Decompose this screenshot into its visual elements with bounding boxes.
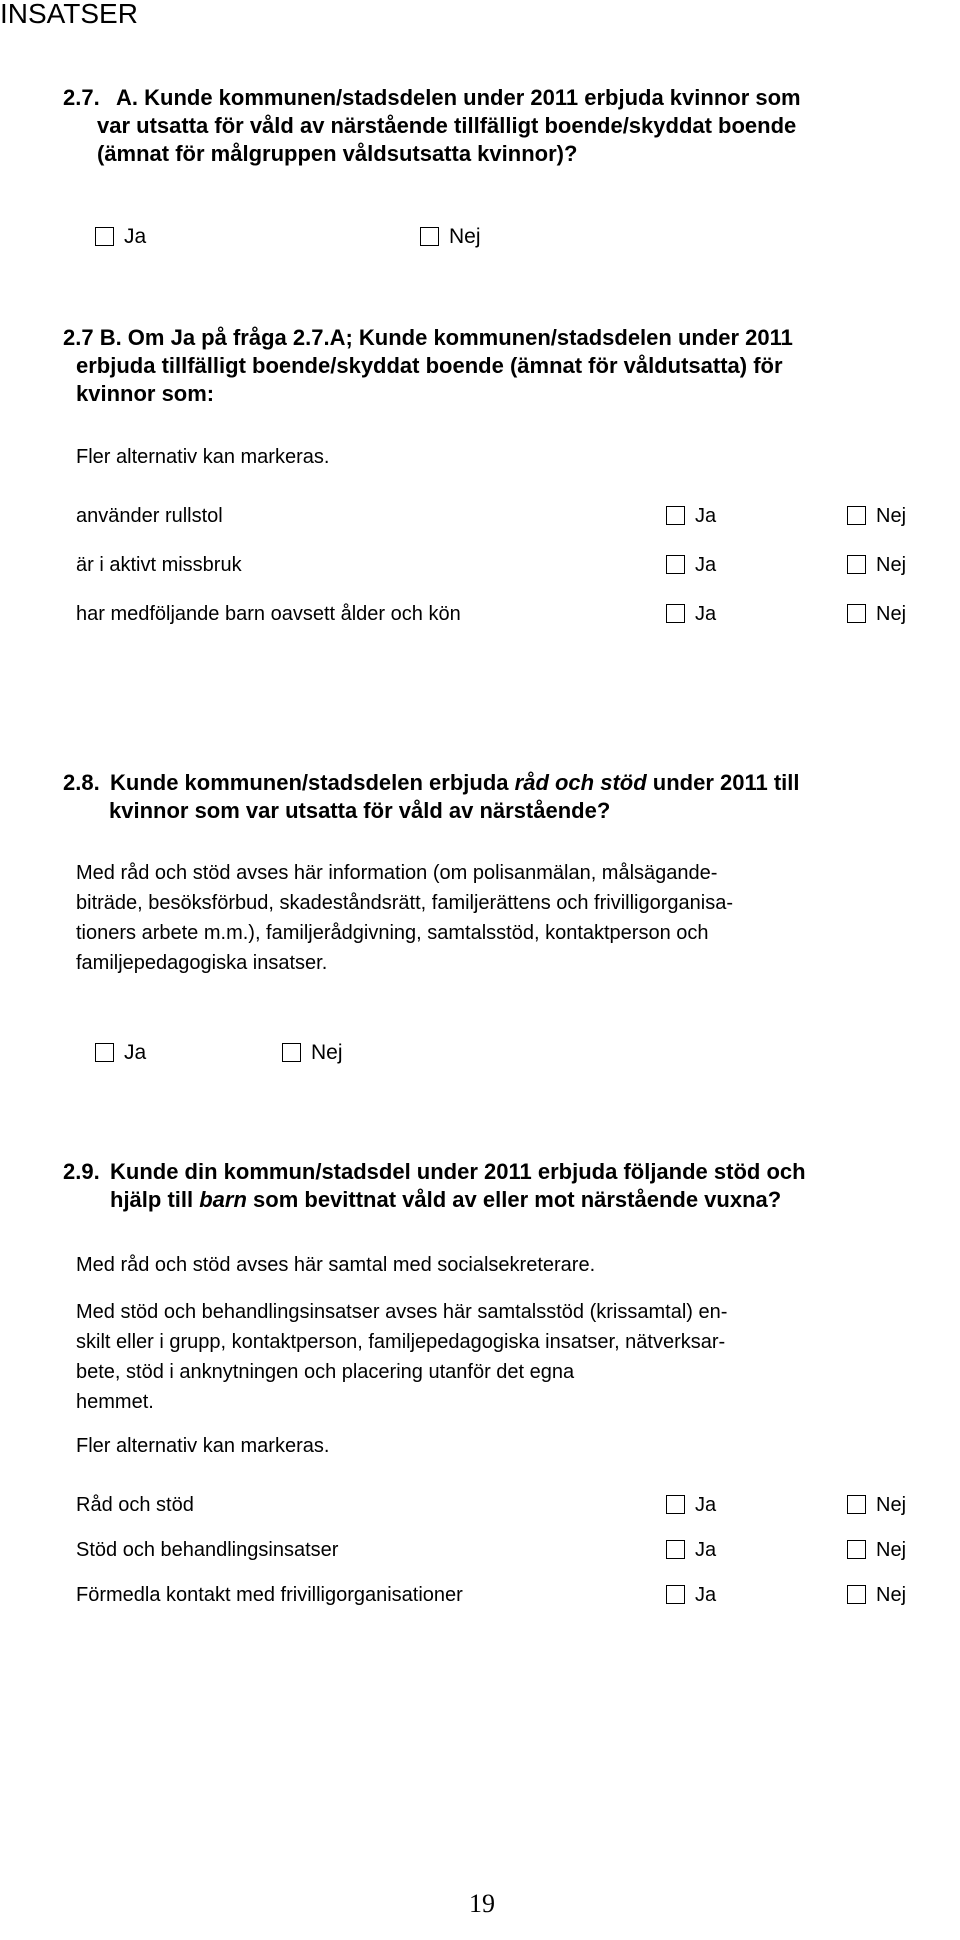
description-line: Med råd och stöd avses här information (om polisanmälan, målsägande- [76,862,718,884]
option-label: Nej [876,603,907,625]
note-multiple-choice: Fler alternativ kan markeras. [76,1435,330,1457]
description-line: hemmet. [76,1391,154,1413]
description-2-9-b [76,1297,946,1417]
row-rad-och-stod [76,1494,946,1524]
question-2-9 [63,1158,943,1218]
option-label: Nej [876,554,907,576]
question-number: 2.8. [63,770,100,795]
description-line: skilt eller i grupp, kontaktperson, familjepedagogiska insatser, nätverksar- [76,1331,726,1353]
description-2-8 [76,858,946,978]
checkbox[interactable] [847,1495,866,1514]
question-line: erbjuda tillfälligt boende/skyddat boende (ämnat för våldutsatta) för [76,353,783,378]
row-rullstol [76,505,946,535]
checkbox[interactable] [95,1043,114,1062]
option-nej[interactable] [847,603,906,626]
question-2-8 [63,769,943,829]
option-ja[interactable] [666,505,716,528]
option-nej[interactable] [847,1494,906,1517]
checkbox[interactable] [666,1495,685,1514]
checkbox[interactable] [847,1585,866,1604]
question-number: 2.9. [63,1159,100,1184]
option-label: Nej [876,1494,907,1516]
checkbox[interactable] [666,1540,685,1559]
row-barn [76,603,946,633]
option-label: Nej [876,505,907,527]
option-nej[interactable] [847,1584,906,1607]
row-label: har medföljande barn oavsett ålder och kön [76,603,461,625]
row-label: använder rullstol [76,505,223,527]
option-label: Nej [449,225,481,248]
option-nej[interactable] [847,505,906,528]
option-ja-2-7-a[interactable] [95,225,146,249]
checkbox[interactable] [282,1043,301,1062]
option-label: Nej [311,1041,343,1064]
question-line: var utsatta för våld av närstående tillfälligt boende/skyddat boende [97,113,797,138]
checkbox[interactable] [666,506,685,525]
checkbox[interactable] [847,506,866,525]
option-ja[interactable] [666,554,716,577]
page-number: 19 [469,1889,495,1918]
description-line: biträde, besöksförbud, skadeståndsrätt, familjerättens och frivilligorganisa- [76,892,733,914]
option-label: Ja [695,505,717,527]
option-nej-2-8[interactable] [282,1041,343,1065]
option-nej[interactable] [847,1539,906,1562]
option-ja[interactable] [666,1494,716,1517]
question-line: 2.7 B. Om Ja på fråga 2.7.A; Kunde kommunen/stadsdelen under 2011 [63,325,793,350]
question-line: Kunde kommunen/stadsdelen erbjuda råd och stöd under 2011 till [110,770,800,795]
option-label: Ja [695,554,717,576]
checkbox[interactable] [666,555,685,574]
description-line: familjepedagogiska insatser. [76,952,328,974]
row-stod-behandling [76,1539,946,1569]
checkbox[interactable] [847,1540,866,1559]
question-line: kvinnor som var utsatta för våld av närstående? [109,798,611,823]
question-line: hjälp till barn som bevittnat våld av eller mot närstående vuxna? [110,1187,782,1212]
checkbox[interactable] [847,555,866,574]
row-label: är i aktivt missbruk [76,554,242,576]
question-line: kvinnor som: [76,381,215,406]
description-line: tioners arbete m.m.), familjerådgivning, samtalsstöd, kontaktperson och [76,922,709,944]
option-ja[interactable] [666,1539,716,1562]
option-label: Ja [124,225,147,248]
description-2-9-a: Med råd och stöd avses här samtal med socialsekreterare. [76,1254,596,1276]
question-number: 2.7. [63,85,100,110]
option-label: Ja [695,603,717,625]
checkbox[interactable] [420,227,439,246]
note-multiple-choice: Fler alternativ kan markeras. [76,446,330,468]
row-missbruk [76,554,946,584]
option-label: Ja [124,1041,147,1064]
option-label: Ja [695,1584,717,1606]
option-label: Nej [876,1539,907,1561]
option-label: Ja [695,1539,717,1561]
question-line: (ämnat för målgruppen våldsutsatta kvinnor)? [97,141,578,166]
checkbox[interactable] [666,1585,685,1604]
option-nej[interactable] [847,554,906,577]
checkbox[interactable] [95,227,114,246]
emphasis: råd och stöd [514,770,647,795]
checkbox[interactable] [666,604,685,623]
option-label: Nej [876,1584,907,1606]
section-header: INSATSER [0,0,138,29]
option-ja[interactable] [666,1584,716,1607]
question-line: Kunde din kommun/stadsdel under 2011 erbjuda följande stöd och [110,1159,806,1184]
option-ja-2-8[interactable] [95,1041,146,1065]
option-nej-2-7-a[interactable] [420,225,481,249]
question-2-7-a [38,84,938,174]
option-label: Ja [695,1494,717,1516]
option-ja[interactable] [666,603,716,626]
row-label: Förmedla kontakt med frivilligorganisationer [76,1584,463,1606]
description-line: Med stöd och behandlingsinsatser avses här samtalsstöd (krissamtal) en- [76,1301,728,1323]
row-label: Råd och stöd [76,1494,194,1516]
question-line: A. Kunde kommunen/stadsdelen under 2011 erbjuda kvinnor som [116,85,801,110]
question-2-7-b [63,324,943,408]
checkbox[interactable] [847,604,866,623]
row-label: Stöd och behandlingsinsatser [76,1539,339,1561]
emphasis: barn [199,1187,247,1212]
description-line: bete, stöd i anknytningen och placering utanför det egna [76,1361,575,1383]
row-formedla-kontakt [76,1584,946,1614]
